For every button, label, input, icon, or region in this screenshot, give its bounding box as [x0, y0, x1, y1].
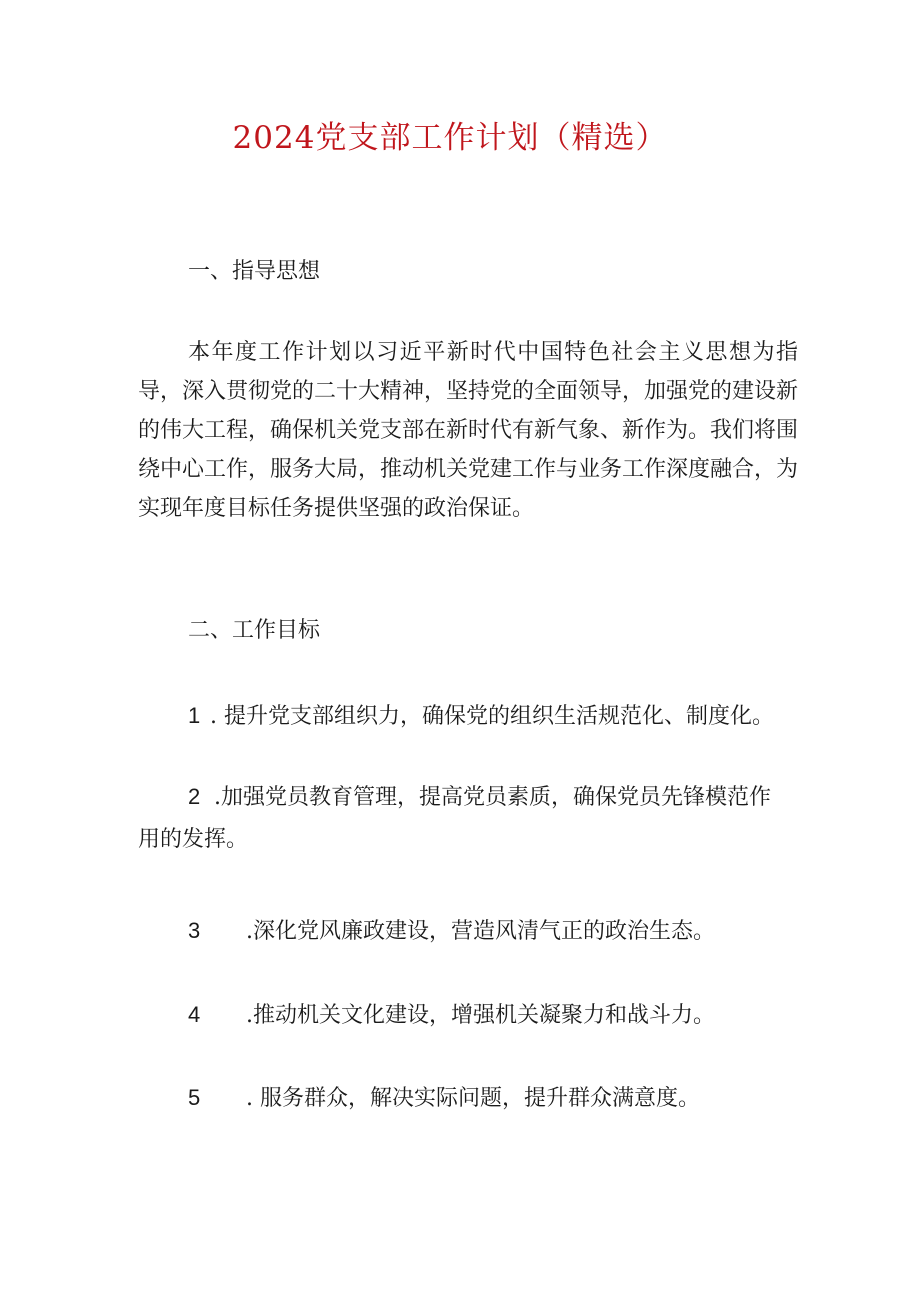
goal-item-1 — [188, 699, 774, 730]
goal-number: 4 — [188, 1002, 201, 1027]
goal-text: .推动机关文化建设，增强机关凝聚力和战斗力。 — [246, 1003, 715, 1028]
goal-number: 5 — [188, 1085, 201, 1110]
goal-item-5 — [188, 1081, 700, 1112]
goal-text: . 提升党支部组织力，确保党的组织生活规范化、制度化。 — [210, 704, 774, 729]
goal-item-2 — [138, 776, 788, 861]
document-title: 2024党支部工作计划（精选） — [232, 120, 668, 156]
goal-text: . 服务群众，解决实际问题，提升群众满意度。 — [246, 1086, 700, 1111]
goal-text: .加强党员教育管理，提高党员素质，确保党员先锋模范作用的发挥。 — [138, 785, 771, 852]
goal-number: 2 — [188, 784, 201, 809]
section-heading-guiding-ideology: 一、指导思想 — [188, 259, 321, 284]
goal-item-3 — [188, 914, 715, 945]
goal-number: 3 — [188, 918, 201, 943]
goal-number: 1 — [188, 703, 201, 728]
goal-text: .深化党风廉政建设，营造风清气正的政治生态。 — [246, 919, 715, 944]
goal-item-4 — [188, 998, 715, 1029]
guiding-ideology-paragraph: 本年度工作计划以习近平新时代中国特色社会主义思想为指导，深入贯彻党的二十大精神，坚持党的全面领导，加强党的建设新的伟大工程，确保机关党支部在新时代有新气象、新作为。我们将围绕中心工作，服务大局，推动机关党建工作与业务工作深度融合，为实现年度目标任务提供坚强的政治保证。 — [138, 340, 799, 521]
section-heading-work-goals: 二、工作目标 — [188, 618, 321, 643]
